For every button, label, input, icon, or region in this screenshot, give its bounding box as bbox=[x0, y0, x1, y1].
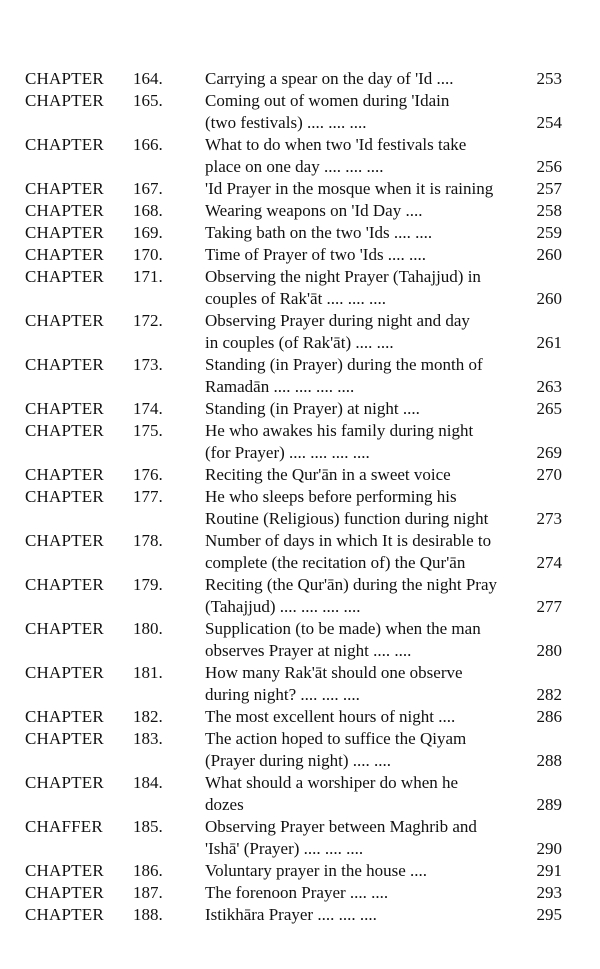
chapter-title bbox=[205, 200, 515, 222]
toc-entry bbox=[0, 486, 600, 530]
page-number: 260 bbox=[536, 289, 562, 308]
chapter-title bbox=[205, 530, 515, 574]
chapter-label: CHAPTER bbox=[25, 201, 104, 220]
chapter-title-line: Istikhāra Prayer .... .... .... bbox=[205, 905, 377, 924]
chapter-label: CHAPTER bbox=[25, 267, 104, 286]
chapter-number: 183. bbox=[133, 729, 163, 748]
toc-entry bbox=[0, 662, 600, 706]
page-number: 257 bbox=[536, 179, 562, 198]
chapter-number: 182. bbox=[133, 707, 163, 726]
toc-entry bbox=[0, 310, 600, 354]
chapter-number: 178. bbox=[133, 531, 163, 550]
page-number: 253 bbox=[536, 69, 562, 88]
page-number: 286 bbox=[536, 707, 562, 726]
chapter-title-line: He who awakes his family during night bbox=[205, 421, 474, 440]
toc-entry bbox=[0, 398, 600, 420]
chapter-title-line: Taking bath on the two 'Ids .... .... bbox=[205, 223, 433, 242]
chapter-title-line: complete (the recitation of) the Qur'ān bbox=[205, 553, 466, 572]
chapter-title bbox=[205, 90, 515, 134]
page-number: 269 bbox=[536, 443, 562, 462]
chapter-label: CHAPTER bbox=[25, 421, 104, 440]
page-number: 273 bbox=[536, 509, 562, 528]
toc-entry bbox=[0, 464, 600, 486]
chapter-number: 184. bbox=[133, 773, 163, 792]
toc-entry bbox=[0, 882, 600, 904]
page-number: 256 bbox=[536, 157, 562, 176]
chapter-title bbox=[205, 618, 515, 662]
toc-entry bbox=[0, 728, 600, 772]
chapter-label: CHAPTER bbox=[25, 905, 104, 924]
chapter-number: 169. bbox=[133, 223, 163, 242]
chapter-label: CHAPTER bbox=[25, 575, 104, 594]
chapter-title bbox=[205, 486, 515, 530]
table-of-contents bbox=[0, 68, 600, 926]
chapter-label: CHAFFER bbox=[25, 817, 103, 836]
toc-entry bbox=[0, 772, 600, 816]
chapter-title bbox=[205, 134, 515, 178]
chapter-number: 170. bbox=[133, 245, 163, 264]
chapter-title-line: couples of Rak'āt .... .... .... bbox=[205, 289, 387, 308]
chapter-title-line: What should a worshiper do when he bbox=[205, 773, 459, 792]
chapter-title bbox=[205, 904, 515, 926]
chapter-title bbox=[205, 860, 515, 882]
chapter-title-line: The forenoon Prayer .... .... bbox=[205, 883, 389, 902]
chapter-title-line: Voluntary prayer in the house .... bbox=[205, 861, 428, 880]
chapter-number: 176. bbox=[133, 465, 163, 484]
chapter-number: 165. bbox=[133, 91, 163, 110]
toc-entry bbox=[0, 178, 600, 200]
chapter-label: CHAPTER bbox=[25, 531, 104, 550]
toc-entry bbox=[0, 618, 600, 662]
chapter-title-line: The action hoped to suffice the Qiyam bbox=[205, 729, 467, 748]
toc-entry bbox=[0, 90, 600, 134]
chapter-title bbox=[205, 420, 515, 464]
toc-entry bbox=[0, 574, 600, 618]
chapter-title bbox=[205, 266, 515, 310]
chapter-title-line: (Prayer during night) .... .... bbox=[205, 751, 392, 770]
chapter-title bbox=[205, 574, 515, 618]
chapter-label: CHAPTER bbox=[25, 861, 104, 880]
toc-entry bbox=[0, 904, 600, 926]
chapter-label: CHAPTER bbox=[25, 91, 104, 110]
chapter-title-line: Observing Prayer during night and day bbox=[205, 311, 470, 330]
chapter-number: 179. bbox=[133, 575, 163, 594]
chapter-title-line: dozes bbox=[205, 795, 244, 814]
chapter-title bbox=[205, 662, 515, 706]
page-number: 263 bbox=[536, 377, 562, 396]
chapter-title bbox=[205, 706, 515, 728]
chapter-number: 180. bbox=[133, 619, 163, 638]
chapter-number: 173. bbox=[133, 355, 163, 374]
page-number: 288 bbox=[536, 751, 562, 770]
page-number: 270 bbox=[536, 465, 562, 484]
chapter-title-line: Wearing weapons on 'Id Day .... bbox=[205, 201, 423, 220]
toc-entry bbox=[0, 200, 600, 222]
chapter-title-line: What to do when two 'Id festivals take bbox=[205, 135, 467, 154]
chapter-number: 164. bbox=[133, 69, 163, 88]
chapter-label: CHAPTER bbox=[25, 773, 104, 792]
chapter-title bbox=[205, 244, 515, 266]
chapter-title-line: Ramadān .... .... .... .... bbox=[205, 377, 355, 396]
chapter-label: CHAPTER bbox=[25, 223, 104, 242]
chapter-title-line: (Tahajjud) .... .... .... .... bbox=[205, 597, 361, 616]
chapter-title bbox=[205, 816, 515, 860]
chapter-number: 171. bbox=[133, 267, 163, 286]
chapter-title-line: Reciting (the Qur'ān) during the night Pray bbox=[205, 575, 497, 594]
page-number: 277 bbox=[536, 597, 562, 616]
chapter-title-line: The most excellent hours of night .... bbox=[205, 707, 456, 726]
chapter-label: CHAPTER bbox=[25, 399, 104, 418]
toc-entry bbox=[0, 354, 600, 398]
chapter-number: 174. bbox=[133, 399, 163, 418]
page-number: 291 bbox=[536, 861, 562, 880]
page-number: 265 bbox=[536, 399, 562, 418]
toc-entry bbox=[0, 860, 600, 882]
page-number: 282 bbox=[536, 685, 562, 704]
chapter-title-line: How many Rak'āt should one observe bbox=[205, 663, 463, 682]
chapter-label: CHAPTER bbox=[25, 465, 104, 484]
chapter-number: 181. bbox=[133, 663, 163, 682]
chapter-title bbox=[205, 464, 515, 486]
chapter-title-line: in couples (of Rak'āt) .... .... bbox=[205, 333, 394, 352]
chapter-title-line: Supplication (to be made) when the man bbox=[205, 619, 481, 638]
page-number: 254 bbox=[536, 113, 562, 132]
chapter-number: 186. bbox=[133, 861, 163, 880]
page-number: 293 bbox=[536, 883, 562, 902]
chapter-number: 177. bbox=[133, 487, 163, 506]
page-number: 261 bbox=[536, 333, 562, 352]
chapter-label: CHAPTER bbox=[25, 729, 104, 748]
chapter-label: CHAPTER bbox=[25, 69, 104, 88]
toc-entry bbox=[0, 134, 600, 178]
chapter-title bbox=[205, 222, 515, 244]
chapter-title-line: 'Id Prayer in the mosque when it is raining bbox=[205, 179, 494, 198]
chapter-title bbox=[205, 68, 515, 90]
page-number: 258 bbox=[536, 201, 562, 220]
page-number: 259 bbox=[536, 223, 562, 242]
chapter-title bbox=[205, 178, 515, 200]
chapter-label: CHAPTER bbox=[25, 355, 104, 374]
chapter-title bbox=[205, 772, 515, 816]
chapter-title-line: place on one day .... .... .... bbox=[205, 157, 384, 176]
chapter-label: CHAPTER bbox=[25, 707, 104, 726]
page-number: 274 bbox=[536, 553, 562, 572]
toc-entry bbox=[0, 706, 600, 728]
chapter-number: 185. bbox=[133, 817, 163, 836]
chapter-label: CHAPTER bbox=[25, 311, 104, 330]
chapter-title-line: Time of Prayer of two 'Ids .... .... bbox=[205, 245, 427, 264]
chapter-title-line: during night? .... .... .... bbox=[205, 685, 360, 704]
chapter-title-line: Carrying a spear on the day of 'Id .... bbox=[205, 69, 454, 88]
toc-entry bbox=[0, 244, 600, 266]
chapter-title-line: He who sleeps before performing his bbox=[205, 487, 457, 506]
chapter-label: CHAPTER bbox=[25, 135, 104, 154]
page-number: 260 bbox=[536, 245, 562, 264]
toc-entry bbox=[0, 222, 600, 244]
chapter-label: CHAPTER bbox=[25, 883, 104, 902]
chapter-title-line: Observing Prayer between Maghrib and bbox=[205, 817, 477, 836]
chapter-title-line: Coming out of women during 'Idain bbox=[205, 91, 450, 110]
chapter-label: CHAPTER bbox=[25, 619, 104, 638]
toc-entry bbox=[0, 266, 600, 310]
toc-entry bbox=[0, 816, 600, 860]
page-number: 289 bbox=[536, 795, 562, 814]
chapter-title bbox=[205, 882, 515, 904]
toc-entry bbox=[0, 530, 600, 574]
chapter-label: CHAPTER bbox=[25, 487, 104, 506]
chapter-title bbox=[205, 728, 515, 772]
chapter-title bbox=[205, 310, 515, 354]
page-number: 290 bbox=[536, 839, 562, 858]
chapter-title-line: (for Prayer) .... .... .... .... bbox=[205, 443, 370, 462]
chapter-number: 166. bbox=[133, 135, 163, 154]
chapter-title bbox=[205, 398, 515, 420]
chapter-title-line: Routine (Religious) function during night bbox=[205, 509, 489, 528]
chapter-label: CHAPTER bbox=[25, 179, 104, 198]
toc-entry bbox=[0, 68, 600, 90]
toc-entry bbox=[0, 420, 600, 464]
chapter-title bbox=[205, 354, 515, 398]
chapter-title-line: (two festivals) .... .... .... bbox=[205, 113, 367, 132]
chapter-label: CHAPTER bbox=[25, 663, 104, 682]
chapter-number: 188. bbox=[133, 905, 163, 924]
chapter-title-line: Number of days in which It is desirable to bbox=[205, 531, 492, 550]
chapter-number: 172. bbox=[133, 311, 163, 330]
chapter-title-line: Standing (in Prayer) at night .... bbox=[205, 399, 420, 418]
chapter-number: 167. bbox=[133, 179, 163, 198]
chapter-title-line: 'Ishā' (Prayer) .... .... .... bbox=[205, 839, 364, 858]
page-number: 280 bbox=[536, 641, 562, 660]
chapter-number: 175. bbox=[133, 421, 163, 440]
chapter-label: CHAPTER bbox=[25, 245, 104, 264]
chapter-title-line: Standing (in Prayer) during the month of bbox=[205, 355, 483, 374]
chapter-title-line: Observing the night Prayer (Tahajjud) in bbox=[205, 267, 481, 286]
chapter-number: 187. bbox=[133, 883, 163, 902]
chapter-title-line: Reciting the Qur'ān in a sweet voice bbox=[205, 465, 451, 484]
page-number: 295 bbox=[536, 905, 562, 924]
chapter-number: 168. bbox=[133, 201, 163, 220]
chapter-title-line: observes Prayer at night .... .... bbox=[205, 641, 412, 660]
